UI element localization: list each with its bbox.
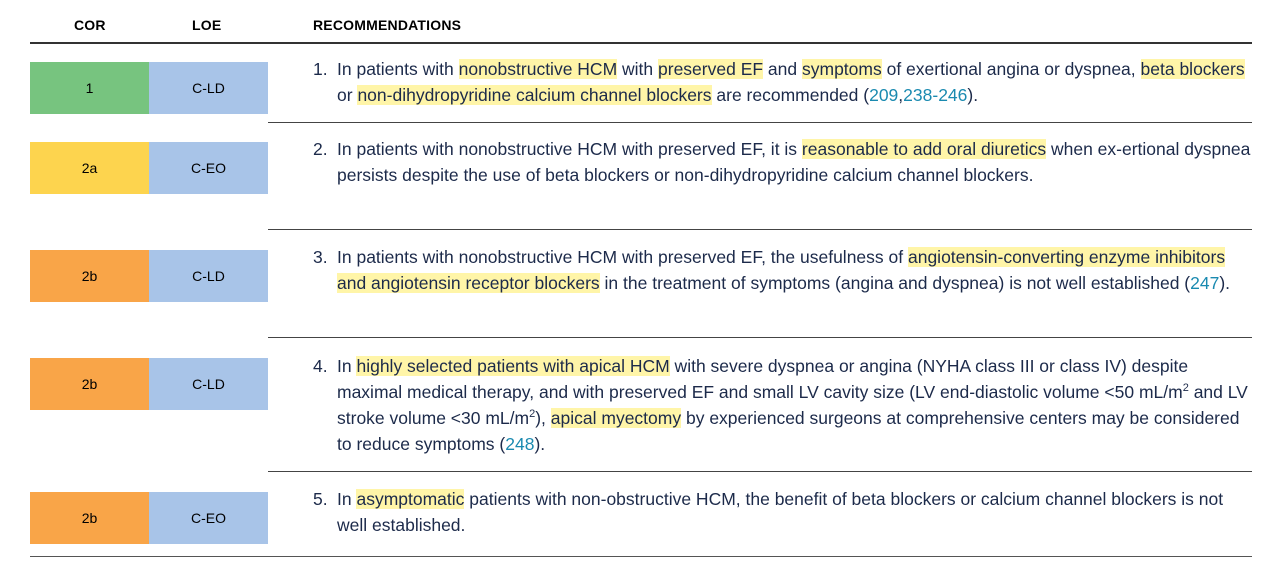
highlighted-phrase: beta blockers — [1140, 59, 1245, 79]
reference-link[interactable]: 209 — [869, 85, 899, 105]
text-segment: when ex-ertional dyspnea persists despite the use of beta blockers or non-dihydropyridine calcium channel blockers. — [337, 139, 1251, 185]
loe-badge: C-LD — [149, 62, 268, 114]
recommendation-text — [313, 136, 1258, 188]
highlighted-phrase: preserved EF — [658, 59, 764, 79]
recommendation-number: 1. — [313, 59, 328, 79]
text-segment: In patients with nonobstructive HCM with preserved EF, the usefulness of — [337, 247, 908, 267]
text-segment: and LV stroke volume <30 mL/m — [337, 382, 1248, 428]
row-divider — [268, 471, 1252, 472]
text-segment: of exertional angina or dyspnea, — [881, 59, 1141, 79]
text-segment: 2 — [1182, 382, 1189, 395]
cor-badge: 2b — [30, 358, 149, 410]
loe-badge: C-EO — [149, 142, 268, 194]
row-divider — [268, 229, 1252, 230]
recommendation-body — [313, 56, 1258, 108]
recommendation-text — [313, 486, 1258, 538]
text-segment: In patients with nonobstructive HCM with preserved EF, it is — [337, 139, 802, 159]
recommendation-body — [313, 136, 1258, 188]
text-segment: ). — [1219, 273, 1231, 293]
recommendation-body — [313, 244, 1258, 296]
recommendation-text — [313, 353, 1258, 457]
highlighted-phrase: asymptomatic — [356, 489, 465, 509]
text-segment: or — [337, 85, 358, 105]
row-divider — [268, 337, 1252, 338]
text-segment: patients with non-obstructive HCM, the benefit of beta blockers or calcium channel blockers is not well established. — [337, 489, 1224, 535]
text-segment: ). — [967, 85, 979, 105]
row-divider — [268, 122, 1252, 123]
loe-badge: C-EO — [149, 492, 268, 544]
recommendation-number: 2. — [313, 139, 328, 159]
cor-badge: 2a — [30, 142, 149, 194]
text-segment: with severe dyspnea or angina (NYHA class III or class IV) despite maximal medical therapy, and with preserved EF and small LV cavity size (LV end-diastolic volume <50 mL/m — [337, 356, 1189, 402]
header-recommendations: RECOMMENDATIONS — [313, 17, 462, 33]
cor-badge: 2b — [30, 250, 149, 302]
highlighted-phrase: non-dihydropyridine calcium channel blockers — [357, 85, 712, 105]
cor-badge: 1 — [30, 62, 149, 114]
table-bottom-rule — [30, 556, 1252, 557]
reference-link[interactable]: 248 — [505, 434, 535, 454]
recommendation-body — [313, 353, 1258, 457]
highlighted-phrase: highly selected patients with apical HCM — [356, 356, 670, 376]
cor-badge: 2b — [30, 492, 149, 544]
header-loe: LOE — [192, 17, 222, 33]
highlighted-phrase: apical myectomy — [550, 408, 682, 428]
reference-link[interactable]: 247 — [1190, 273, 1220, 293]
loe-badge: C-LD — [149, 250, 268, 302]
text-segment: ), — [535, 408, 551, 428]
recommendation-number: 4. — [313, 356, 328, 376]
recommendation-text — [313, 244, 1258, 296]
text-segment: and — [763, 59, 802, 79]
header-divider — [30, 42, 1252, 44]
highlighted-phrase: angiotensin-converting enzyme inhibitors and angiotensin receptor blockers — [337, 247, 1226, 293]
loe-badge: C-LD — [149, 358, 268, 410]
text-segment: are recommended ( — [711, 85, 870, 105]
text-segment: 2 — [529, 408, 536, 421]
recommendation-body — [313, 486, 1258, 538]
header-cor: COR — [74, 17, 106, 33]
recommendation-text — [313, 56, 1258, 108]
text-segment: ). — [534, 434, 546, 454]
highlighted-phrase: reasonable to add oral diuretics — [801, 139, 1047, 159]
table-header — [0, 0, 1287, 44]
text-segment: In — [337, 356, 357, 376]
text-segment: In — [337, 489, 357, 509]
text-segment: with — [617, 59, 659, 79]
highlighted-phrase: nonobstructive HCM — [458, 59, 618, 79]
text-segment: in the treatment of symptoms (angina and dyspnea) is not well established ( — [599, 273, 1191, 293]
reference-link[interactable]: 238-246 — [903, 85, 968, 105]
recommendation-number: 5. — [313, 489, 328, 509]
recommendation-number: 3. — [313, 247, 328, 267]
text-segment: , — [898, 85, 904, 105]
highlighted-phrase: symptoms — [802, 59, 882, 79]
text-segment: by experienced surgeons at comprehensive centers may be considered to reduce symptoms ( — [337, 408, 1240, 454]
text-segment: In patients with — [337, 59, 459, 79]
